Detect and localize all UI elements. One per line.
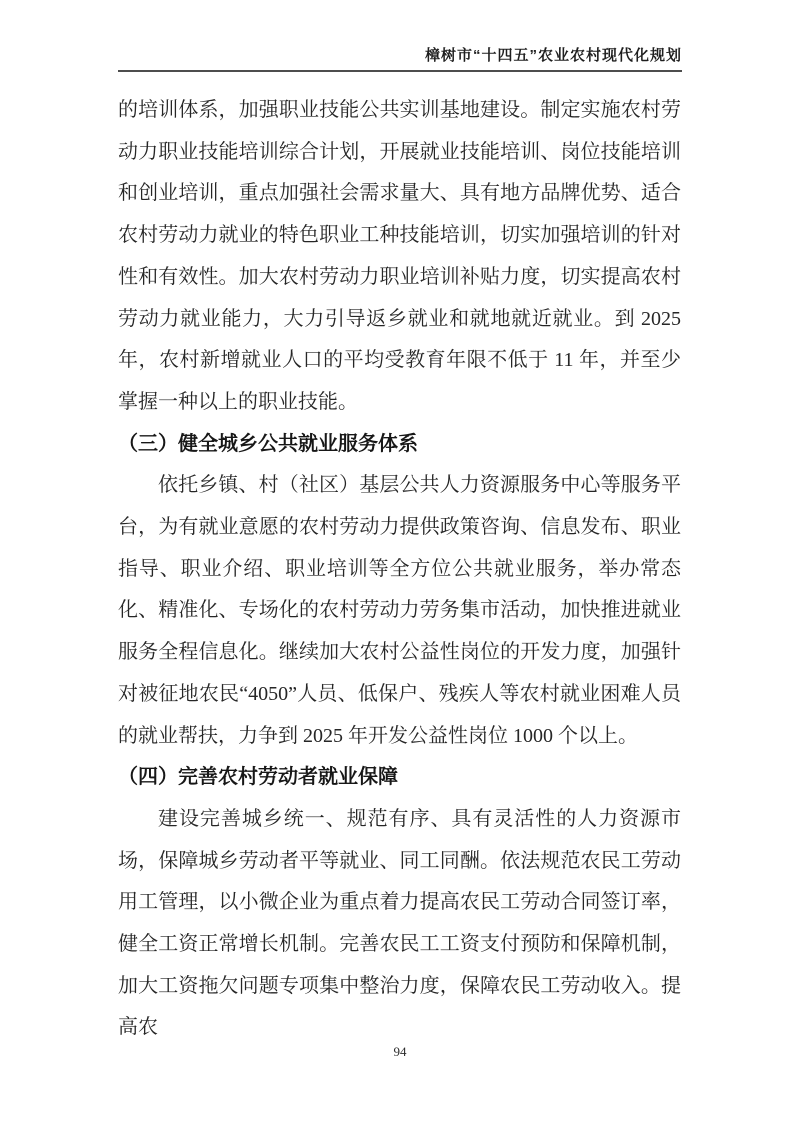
body-paragraph: 依托乡镇、村（社区）基层公共人力资源服务中心等服务平台，为有就业意愿的农村劳动力提供政策咨询、信息发布、职业指导、职业介绍、职业培训等全方位公共就业服务，举办常态化、精准化、专场化的农村劳动力劳务集市活动，加快推进就业服务全程信息化。继续加大农村公益性岗位的开发力度，加强针对被征地农民“4050”人员、低保户、残疾人等农村就业困难人员的就业帮扶，力争到 2025 年开发公益性岗位 1000 个以上。	[118, 474, 681, 747]
header-rule	[118, 70, 682, 72]
body-paragraph: 建设完善城乡统一、规范有序、具有灵活性的人力资源市场，保障城乡劳动者平等就业、同工同酬。依法规范农民工劳动用工管理，以小微企业为重点着力提高农民工劳动合同签订率，健全工资正常增长机制。完善农民工工资支付预防和保障机制，加大工资拖欠问题专项集中整治力度，保障农民工劳动收入。提高农	[118, 807, 681, 1039]
page-footer	[118, 1044, 682, 1060]
header-title: 樟树市“十四五”农业农村现代化规划	[424, 47, 682, 64]
section-heading: （四）完善农村劳动者就业保障	[118, 766, 398, 789]
page-number: 94	[393, 1044, 407, 1059]
page-header	[118, 44, 682, 65]
section-heading: （三）健全城乡公共就业服务体系	[118, 432, 418, 455]
body-paragraph: 的培训体系，加强职业技能公共实训基地建设。制定实施农村劳动力职业技能培训综合计划，开展就业技能培训、岗位技能培训和创业培训，重点加强社会需求量大、具有地方品牌优势、适合农村劳动力就业的特色职业工种技能培训，切实加强培训的针对性和有效性。加大农村劳动力职业培训补贴力度，切实提高农村劳动力就业能力，大力引导返乡就业和就地就近就业。到 2025 年，农村新增就业人口的平均受教育年限不低于 11 年，并至少掌握一种以上的职业技能。	[118, 99, 681, 413]
document-body	[118, 90, 681, 1049]
